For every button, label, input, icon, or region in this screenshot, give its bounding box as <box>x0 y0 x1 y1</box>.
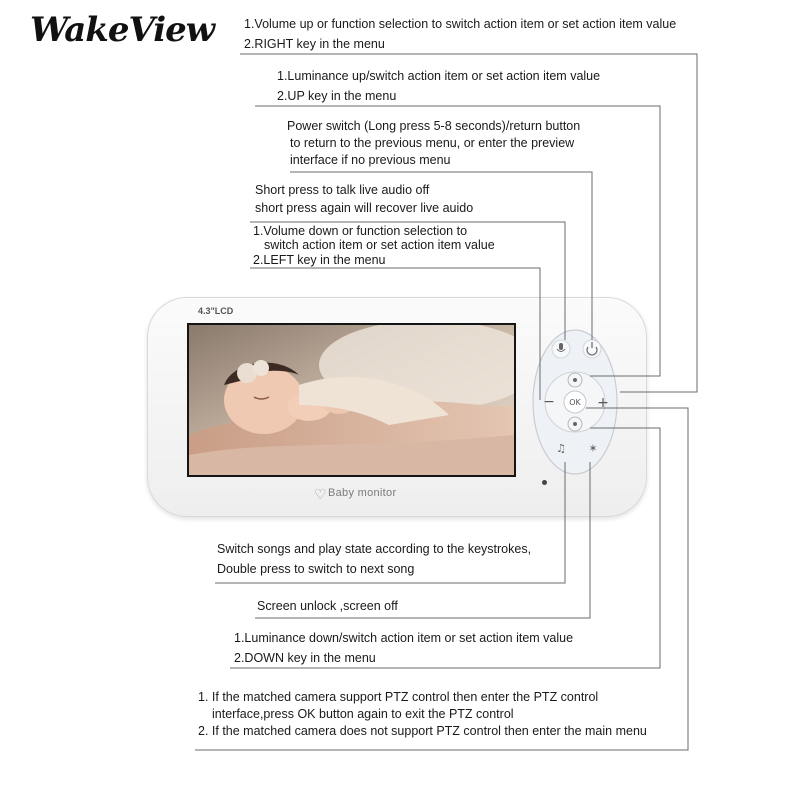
line-up-key <box>255 106 660 376</box>
brand-logo: WakeView <box>30 10 215 50</box>
ok-key-desc-1: 1. If the matched camera support PTZ control then enter the PTZ control <box>198 690 599 704</box>
leader-lines <box>195 54 697 750</box>
unlock-star-icon[interactable]: ✶ <box>588 442 598 455</box>
talk-desc-1: Short press to talk live audio off <box>255 183 430 197</box>
down-key-desc-2: 2.DOWN key in the menu <box>234 651 376 665</box>
songs-desc-2: Double press to switch to next song <box>217 562 415 576</box>
ok-button[interactable] <box>564 391 586 413</box>
music-note-icon[interactable]: ♫ <box>556 442 566 455</box>
line-talk <box>250 222 565 340</box>
up-key-desc-2: 2.UP key in the menu <box>277 89 397 103</box>
left-key-button[interactable]: − <box>543 394 555 410</box>
ok-label: OK <box>569 398 581 407</box>
line-unlock <box>255 462 590 618</box>
power-desc-2: to return to the previous menu, or enter the preview <box>290 136 575 150</box>
right-key-button[interactable]: + <box>597 395 609 411</box>
right-key-desc-1: 1.Volume up or function selection to switch action item or set action item value <box>244 17 677 31</box>
power-desc-3: interface if no previous menu <box>290 153 451 167</box>
songs-desc-1: Switch songs and play state according to the keystrokes, <box>217 542 532 556</box>
heart-logo-icon: ♡ <box>314 486 327 502</box>
line-left-key <box>250 268 540 400</box>
ok-key-desc-3: 2. If the matched camera does not support PTZ control then enter the main menu <box>198 724 647 738</box>
unlock-desc: Screen unlock ,screen off <box>257 599 398 613</box>
right-key-desc-2: 2.RIGHT key in the menu <box>244 37 385 51</box>
line-right-key <box>240 54 697 392</box>
left-key-desc-2: switch action item or set action item value <box>264 238 495 252</box>
left-key-desc-1: 1.Volume down or function selection to <box>253 224 468 238</box>
line-ok-key <box>195 408 688 750</box>
talk-desc-2: short press again will recover live auido <box>255 201 474 215</box>
line-power <box>290 172 592 340</box>
ok-key-desc-2: interface,press OK button again to exit the PTZ control <box>212 707 514 721</box>
line-songs <box>215 462 565 583</box>
down-key-desc-1: 1.Luminance down/switch action item or set action item value <box>234 631 574 645</box>
talk-button[interactable] <box>552 340 570 358</box>
mic-icon <box>559 343 563 350</box>
left-key-desc-3: 2.LEFT key in the menu <box>253 253 386 267</box>
up-key-desc-1: 1.Luminance up/switch action item or set action item value <box>277 69 601 83</box>
lcd-size-label: 4.3"LCD <box>198 306 234 316</box>
power-desc-1: Power switch (Long press 5-8 seconds)/return button <box>287 119 581 133</box>
power-button[interactable] <box>583 340 601 358</box>
product-label: Baby monitor <box>328 487 397 499</box>
